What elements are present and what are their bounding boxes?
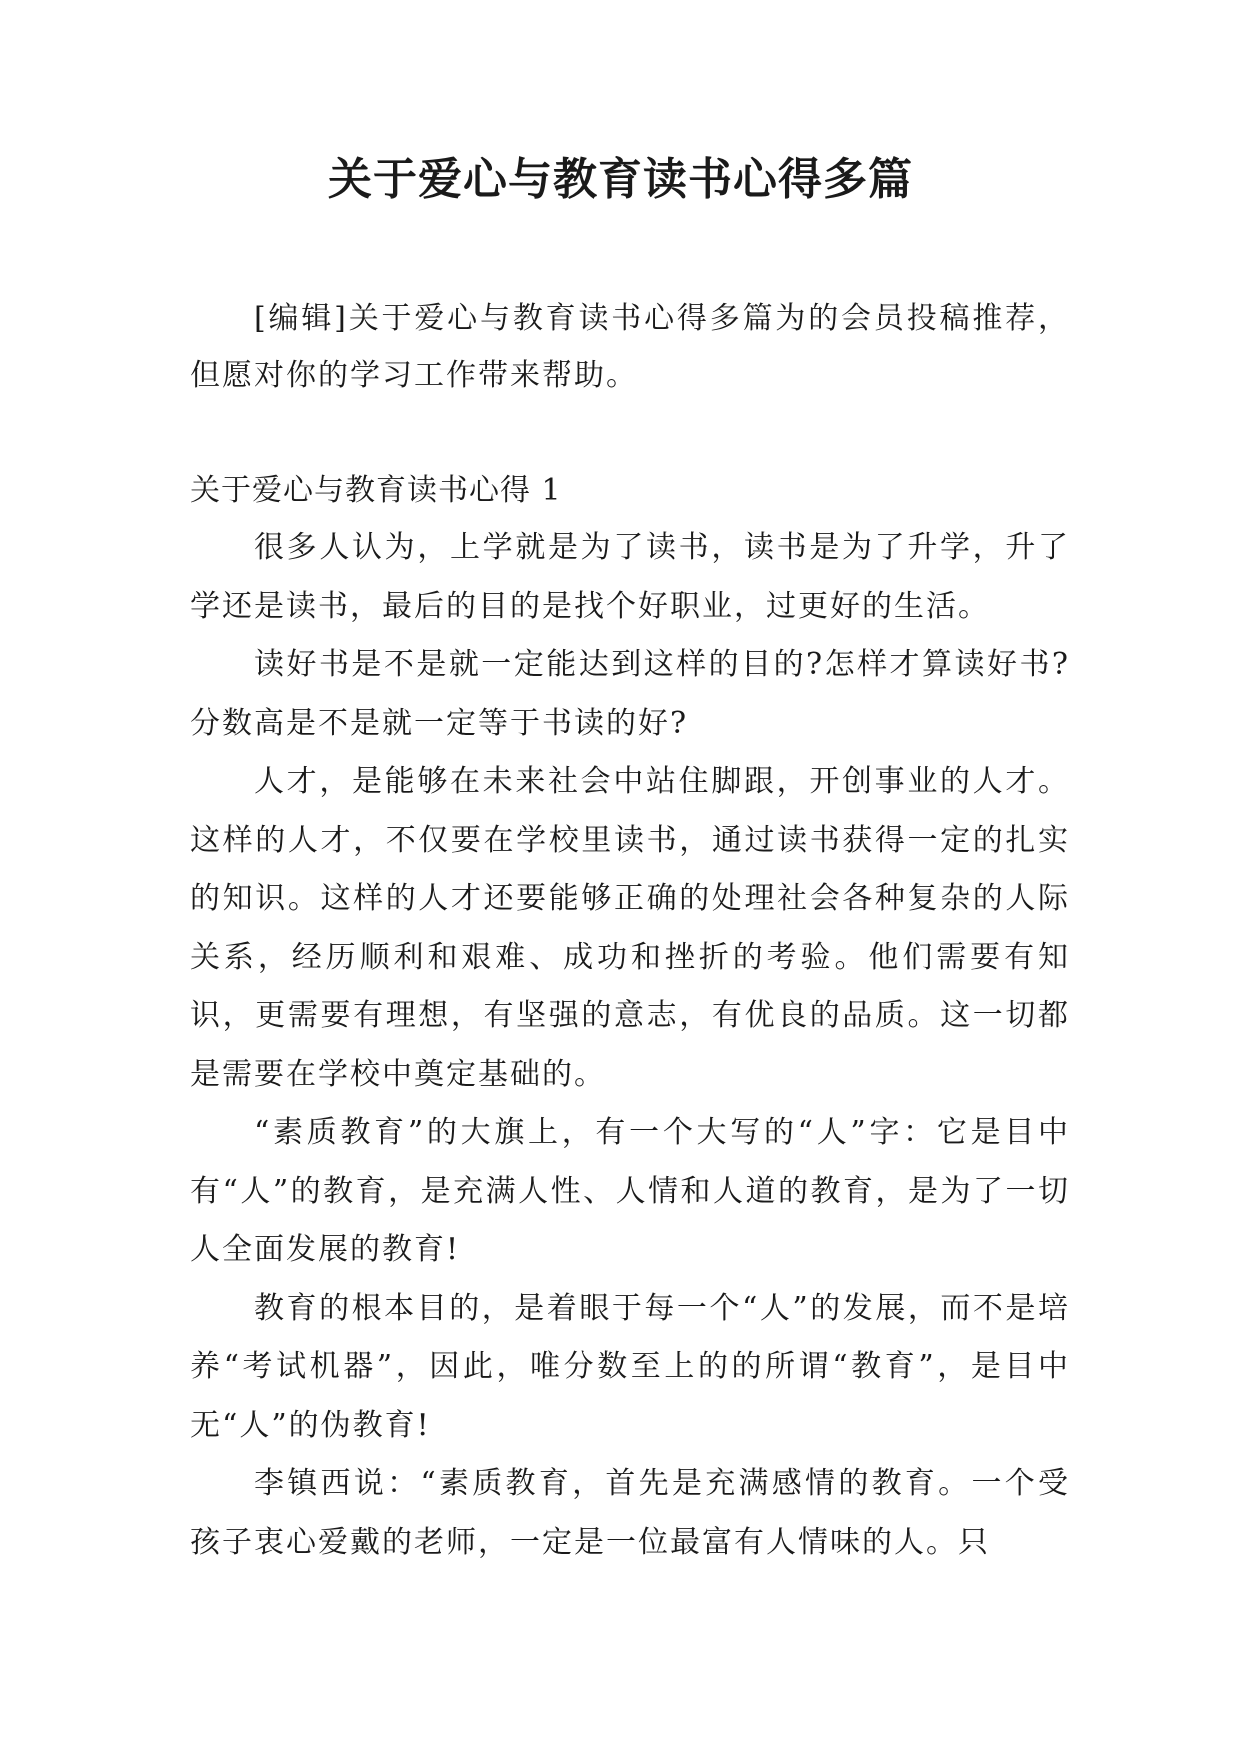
paragraph-3: 人才，是能够在未来社会中站住脚跟，开创事业的人才。这样的人才，不仅要在学校里读书，通过读书获得一定的扎实的知识。这样的人才还要能够正确的处理社会各种复杂的人际关系，经历顺利和艰难、成功和挫折的考验。他们需要有知识，更需要有理想，有坚强的意志，有优良的品质。这一切都是需要在学校中奠定基础的。 <box>190 764 1070 1092</box>
paragraph-2: 读好书是不是就一定能达到这样的目的?怎样才算读好书?分数高是不是就一定等于书读的好? <box>190 647 1070 741</box>
paragraph-5: 教育的根本目的，是着眼于每一个“人”的发展，而不是培养“考试机器”，因此，唯分数至上的的所谓“教育”，是目中无“人”的伪教育! <box>190 1290 1070 1443</box>
intro-paragraph: [编辑]关于爱心与教育读书心得多篇为的会员投稿推荐，但愿对你的学习工作带来帮助。 <box>190 301 1070 393</box>
paragraph-6: 李镇西说：“素质教育，首先是充满感情的教育。一个受孩子衷心爱戴的老师，一定是一位最富有人情味的人。只 <box>190 1466 1070 1560</box>
paragraph-4: “素质教育”的大旗上，有一个大写的“人”字：它是目中有“人”的教育，是充满人性、人情和人道的教育，是为了一切人全面发展的教育! <box>190 1115 1070 1267</box>
paragraph-1: 很多人认为，上学就是为了读书，读书是为了升学，升了学还是读书，最后的目的是找个好职业，过更好的生活。 <box>190 530 1070 624</box>
document-title: 关于爱心与教育读书心得多篇 <box>328 154 913 205</box>
section-heading: 关于爱心与教育读书心得 1 <box>190 473 562 508</box>
section-body <box>190 519 1070 1572</box>
